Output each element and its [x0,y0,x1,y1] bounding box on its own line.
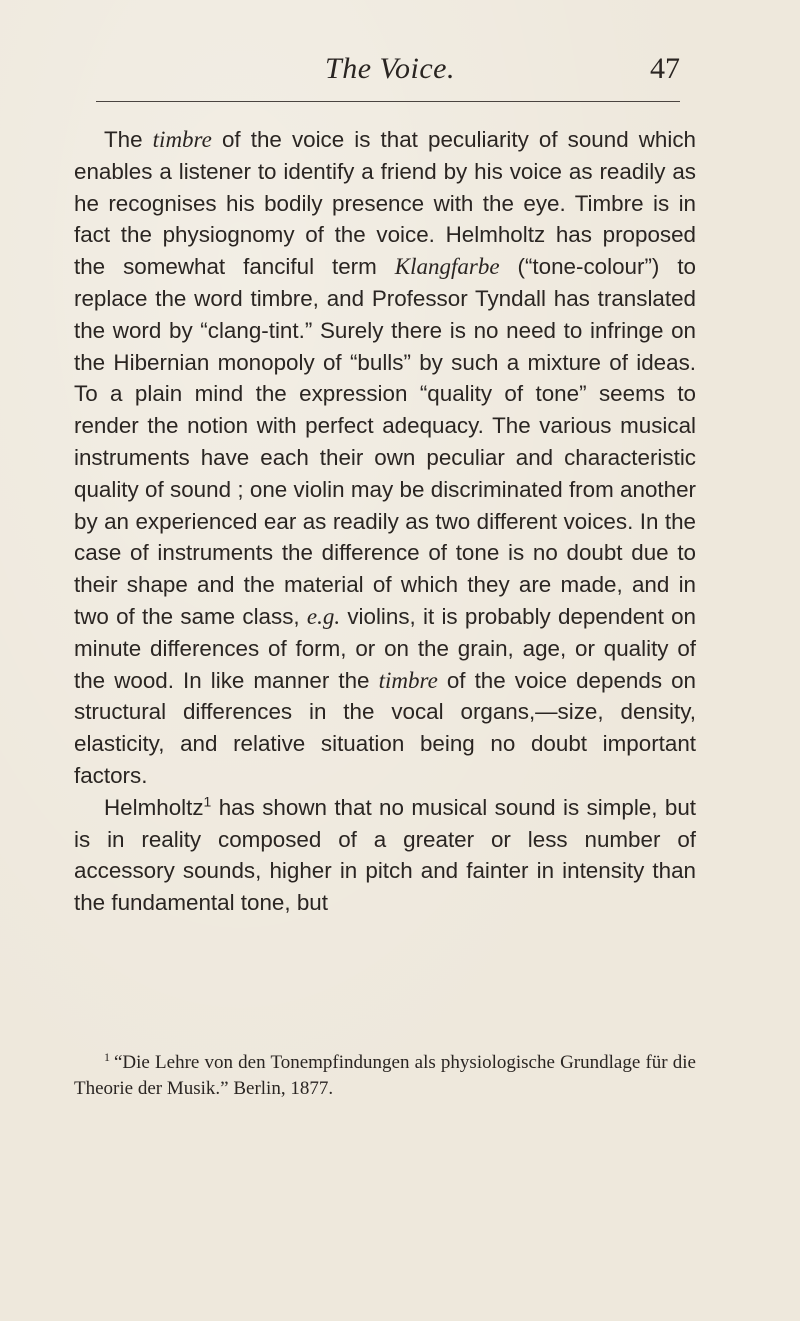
footnote-text: “Die Lehre von den Tonempfindungen als physiologische Grundlage für die Theorie der Musik.” Berlin, 1877. [74,1052,696,1099]
paragraph-helmholtz [74,792,696,919]
header-rule [96,101,680,102]
body-text [74,124,696,919]
footnote-number: 1 [104,1049,110,1064]
text-segment: of the voice depends on structural differences in the vocal organs,—size, density, elasticity, and relative situation being no doubt important factors. [74,667,696,788]
running-head [90,52,690,92]
footnote-reference: 1 [203,793,212,810]
text-segment: The [104,127,153,152]
text-segment: has shown that no musical sound is simple, but is in reality composed of a greater or less number of accessory sounds, higher in pitch and fainter in intensity than the fundamental tone, but [74,794,696,916]
italic-term-timbre-2: timbre [378,667,438,693]
text-segment: (“tone-colour”) to replace the word timbre, and Professor Tyndall has translated the word by “clang-tint.” Surely there is no need to infringe on the Hibernian monopoly of “bulls” by such a mixture of ideas. To a plain mind the expression “quality of tone” seems to render the notion with perfect adequacy. The various musical instruments have each their own peculiar and characteristic quality of sound ; one violin may be discriminated from another by an experienced ear as readily as two different voices. In the case of instruments the difference of tone is no doubt due to their shape and the material of which they are made, and in two of the same class, [74,254,696,629]
italic-abbrev-eg: e.g. [306,603,341,629]
paragraph-timbre [74,124,696,792]
italic-term-klangfarbe: Klangfarbe [394,254,500,280]
text-segment: Helmholtz [104,794,204,820]
page-number: 47 [650,52,680,85]
running-title: The Voice. [325,52,455,85]
footnote [74,1050,696,1102]
text-segment: of the voice is that peculiarity of sound which enables a listener to identify a friend by his voice as readily as he recognises his bodily presence with the eye. Timbre is in fact the physiognomy of the voice. Helmholtz has proposed the somewhat fanciful term [74,127,696,280]
text-segment: violins, it is probably dependent on minute differences of form, or on the grain, age, or quality of the wood. In like manner the [74,603,696,693]
italic-term-timbre: timbre [152,127,212,152]
